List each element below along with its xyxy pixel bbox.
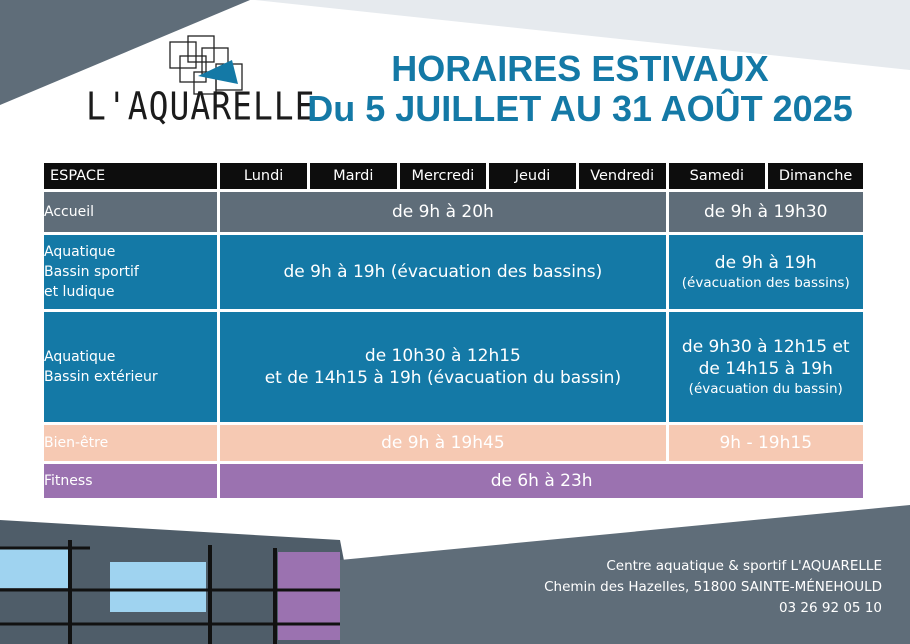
- page-subtitle: Du 5 JUILLET AU 31 AOÛT 2025: [307, 88, 853, 129]
- logo-text: L'AQUARELLE: [86, 84, 316, 129]
- footer-address: Chemin des Hazelles, 51800 SAINTE-MÉNEHOULD: [544, 579, 882, 595]
- hours-line: de 14h15 à 19h: [698, 359, 833, 379]
- table-row-fitness: [44, 464, 863, 498]
- header-jeudi: Jeudi: [489, 163, 576, 189]
- accueil-weekend-hours: de 9h à 19h30: [669, 192, 864, 232]
- header-lundi: Lundi: [220, 163, 307, 189]
- header-vendredi: Vendredi: [579, 163, 666, 189]
- hours-line: et de 14h15 à 19h (évacuation du bassin): [264, 368, 622, 388]
- weekend-note: (évacuation des bassins): [681, 275, 850, 291]
- label-line: Bassin sportif: [44, 264, 139, 280]
- aquatique-sportif-weekend-hours: [669, 235, 864, 309]
- header-mardi: Mardi: [310, 163, 397, 189]
- header-dimanche: Dimanche: [768, 163, 863, 189]
- row-label-fitness: Fitness: [44, 464, 217, 498]
- table-row-aquatique-exterieur: [44, 312, 863, 422]
- table-row-accueil: [44, 192, 863, 232]
- schedule-table: [41, 160, 866, 501]
- table-row-bien-etre: [44, 425, 863, 461]
- row-label-bien-etre: Bien-être: [44, 425, 217, 461]
- label-line: Bassin extérieur: [44, 369, 158, 385]
- label-line: et ludique: [44, 284, 115, 300]
- weekend-note: (évacuation du bassin): [688, 381, 843, 397]
- hours-line: de 9h30 à 12h15 et: [681, 337, 850, 357]
- aquatique-exterieur-weekend-hours: [669, 312, 864, 422]
- page-title: HORAIRES ESTIVAUX: [391, 48, 769, 89]
- accueil-weekday-hours: de 9h à 20h: [220, 192, 665, 232]
- row-label-accueil: Accueil: [44, 192, 217, 232]
- label-line: Aquatique: [44, 349, 116, 365]
- row-label-aquatique-sportif: [44, 235, 217, 309]
- hours-line: de 10h30 à 12h15: [364, 346, 521, 366]
- table-header-row: [44, 163, 863, 189]
- fitness-hours: de 6h à 23h: [220, 464, 863, 498]
- bien-etre-weekday-hours: de 9h à 19h45: [220, 425, 665, 461]
- footer-phone: 03 26 92 05 10: [778, 600, 882, 616]
- aquatique-exterieur-weekday-hours: [220, 312, 665, 422]
- aquatique-sportif-weekday-hours: de 9h à 19h (évacuation des bassins): [220, 235, 665, 309]
- footer-contact: [544, 556, 882, 619]
- footer-name: Centre aquatique & sportif L'AQUARELLE: [606, 558, 882, 574]
- row-label-aquatique-exterieur: [44, 312, 217, 422]
- weekend-main: de 9h à 19h: [714, 253, 817, 273]
- header-mercredi: Mercredi: [400, 163, 487, 189]
- header-espace: ESPACE: [44, 163, 217, 189]
- table-row-aquatique-sportif: [44, 235, 863, 309]
- bien-etre-weekend-hours: 9h - 19h15: [669, 425, 864, 461]
- header-samedi: Samedi: [669, 163, 766, 189]
- label-line: Aquatique: [44, 244, 116, 260]
